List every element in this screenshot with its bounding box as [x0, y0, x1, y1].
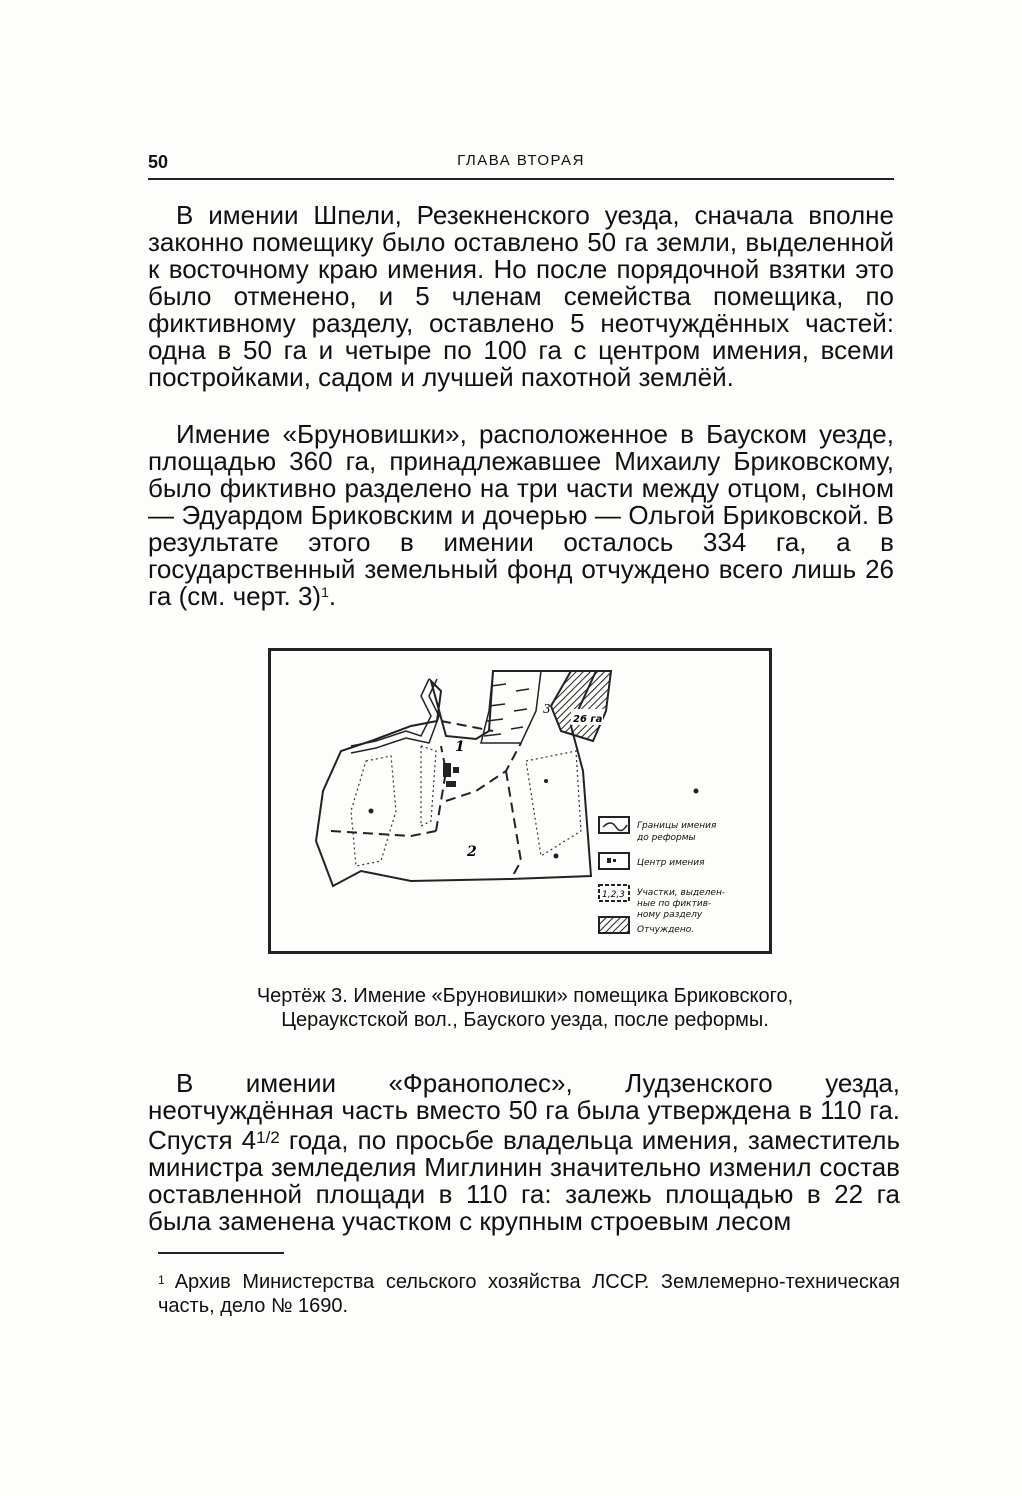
legend-parts-box: 1,2,3 [602, 890, 625, 900]
paragraph-shpeli [148, 202, 894, 391]
fraction: 1/2 [256, 1128, 280, 1147]
footnote-mark: 1 [158, 1273, 165, 1287]
legend-parts-line2: ные по фиктив- [637, 899, 712, 909]
paragraph-text: В имении Шпели, Резекненского уезда, сначала вполне законно помещику было оставлено 50 га земли, выделенной к восточному краю имения. Но после порядочной взятки это было отменено, и 5 членам семейства помещика, по фиктивному разделу, оставлено 5 неотчуждённых частей: одна в 50 га и четыре по 100 га с центром имения, всеми постройками, садом и лучшей пахотной землёй. [148, 200, 894, 392]
caption-line-2: Цераукстской вол., Бауского уезда, после реформы. [281, 1009, 769, 1031]
legend-alienated: Отчуждено. [637, 925, 695, 935]
estate-map-figure [268, 648, 772, 954]
road [351, 679, 431, 746]
paragraph-text: Имение «Бруновишки», расположенное в Бауском уезде, площадью 360 га, принадлежавшее Михаилу Бриковскому, было фиктивно разделено на три части между отцом, сыном — Эдуардом Бриковским и дочерью — Ольгой Бриковской. В результате этого в имении осталось 334 га, а в государственный земельный фонд отчуждено всего лишь 26 га (см. черт. 3) [148, 419, 894, 611]
legend-center: Центр имения [637, 858, 705, 868]
figure-caption [200, 984, 850, 1032]
plot-label-2: 2 [467, 844, 477, 860]
estate-map [271, 651, 769, 951]
paragraph-text-rest: года, по просьбе владельца имения, заместитель министра земледелия Миглинин значительно изменил состав оставленной площади в 110 га: залежь площадью в 22 га была заменена участком с крупным строевым лесом [148, 1125, 900, 1236]
estate-center-buildings [369, 763, 699, 859]
alienated-area-hatch [551, 671, 611, 741]
forest-plot [481, 671, 541, 743]
footnote [158, 1268, 900, 1318]
plot-label-1: 1 [455, 739, 465, 755]
page-header [148, 152, 894, 180]
legend-parts-line1: Участки, выделен- [637, 888, 726, 898]
plot-label-3: 3 [543, 702, 551, 716]
caption-line-1: Чертёж 3. Имение «Бруновишки» помещика Бриковского, [256, 985, 794, 1007]
alienated-area-label: 26 га [573, 714, 603, 725]
paragraph-end: . [328, 581, 337, 611]
paragraph-content [148, 1070, 900, 1235]
paragraph-text: В имении «Франополес», Лудзенского уезда, неотчуждённая часть вместо 50 га была утверждена в 110 га. Спустя 4 [148, 1068, 900, 1155]
footnote-rule [158, 1252, 284, 1254]
paragraph-content [148, 421, 894, 610]
running-head: ГЛАВА ВТОРАЯ [457, 152, 585, 169]
legend-boundary-line1: Границы имения [637, 821, 717, 831]
legend-alienated-swatch [599, 917, 629, 933]
page-number: 50 [148, 152, 169, 172]
road-edge [351, 679, 439, 753]
footnote-text: Архив Министерства сельского хозяйства ЛССР. Землемерно-техническая часть, дело № 1690. [158, 1271, 900, 1317]
paragraph-franopoles [148, 1070, 900, 1235]
footnote-reference[interactable]: 1 [321, 584, 329, 600]
field-dots [351, 746, 581, 866]
legend-boundary-line2: до реформы [637, 833, 696, 843]
legend [599, 817, 725, 935]
paragraph-brunovishki [148, 421, 894, 610]
legend-parts-line3: ному разделу [637, 910, 703, 920]
